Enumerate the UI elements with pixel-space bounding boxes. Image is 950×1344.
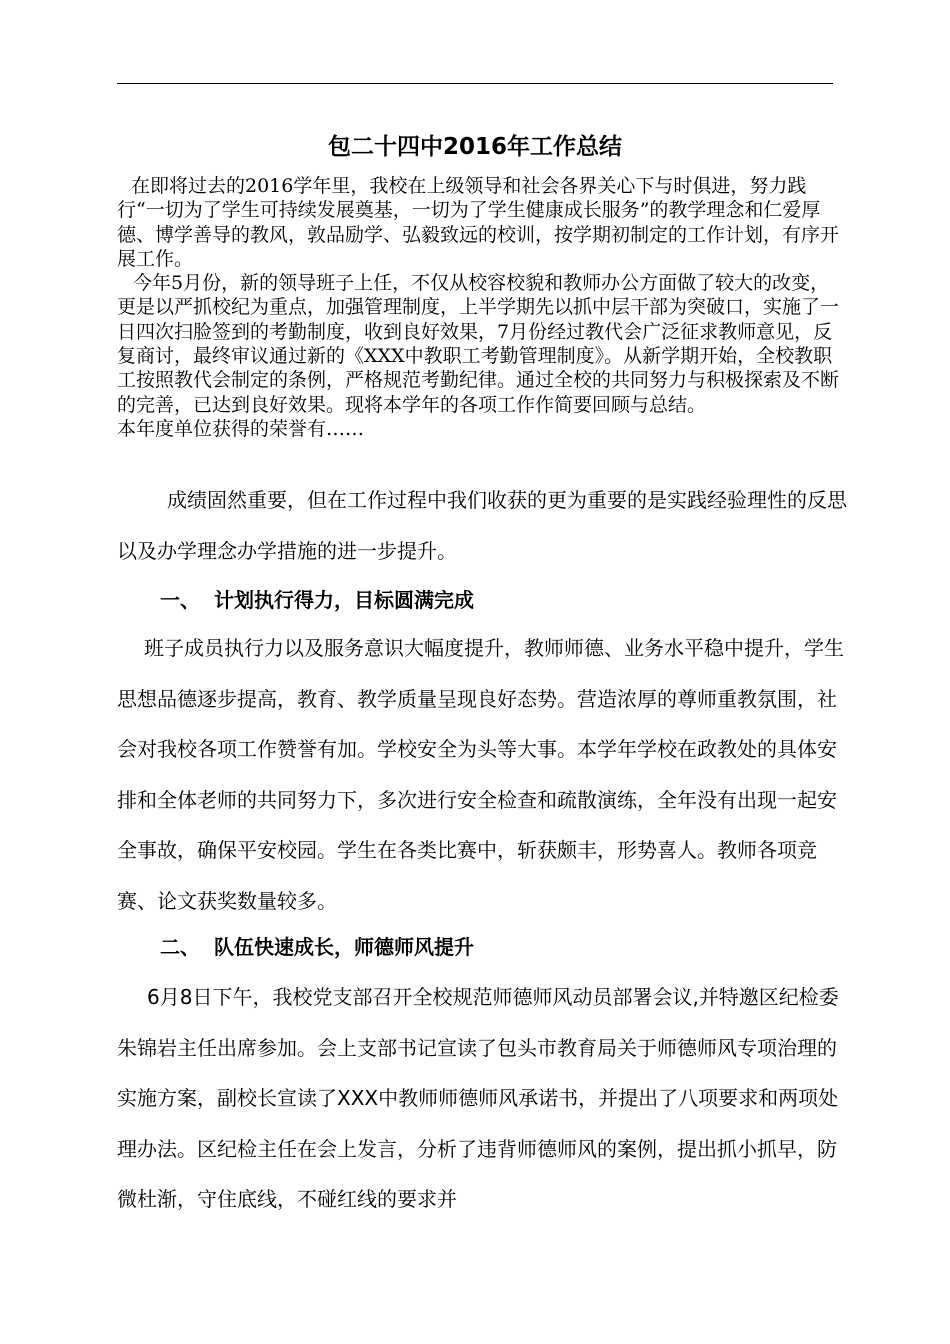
section-2-heading — [160, 932, 474, 962]
section-2-body: 6月8日下午，我校党支部召开全校规范师德师风动员部署会议,并特邀区纪检委朱锦岩主任出席参加。会上支部书记宣读了包头市教育局关于师德师风专项治理的实施方案，副校长宣读了XXX中教师师德师风承诺书，并提出了八项要求和两项处理办法。区纪检主任在会上发言，分析了违背师德师风的案例，提出抓小抓早，防微杜渐，守住底线，不碰红线的要求并 — [117, 985, 839, 1211]
section-2-title: 队伍快速成长，师德师风提升 — [214, 935, 474, 959]
document-title: 包二十四中2016年工作总结 — [327, 134, 622, 160]
section-1-paragraph — [117, 623, 847, 926]
intro-paragraph-1: 在即将过去的2016学年里，我校在上级领导和社会各界关心下与时俱进，努力践行“一切为了学生可持续发展奠基，一切为了学生健康成长服务”的教学理念和仁爱厚德、博学善导的教风，敦品励学、弘毅致远的校训，按学期初制定的工作计划，有序开展工作。 — [117, 175, 840, 270]
section-1-body: 班子成员执行力以及服务意识大幅度提升，教师师德、业务水平稳中提升，学生思想品德逐步提高，教育、教学质量呈现良好态势。营造浓厚的尊师重教氛围，社会对我校各项工作赞誉有加。学校安全为头等大事。本学年学校在政教处的具体安排和全体老师的共同努力下，多次进行安全检查和疏散演练，全年没有出现一起安全事故，确保平安校园。学生在各类比赛中，斩获颇丰，形势喜人。教师各项竞赛、论文获奖数量较多。 — [117, 636, 844, 913]
section-1-number: 一、 — [160, 588, 200, 612]
intro-paragraph-2: 今年5月份，新的领导班子上任，不仅从校容校貌和教师办公方面做了较大的改变，更是以严抓校纪为重点，加强管理制度，上半学期先以抓中层干部为突破口，实施了一日四次扫脸签到的考勤制度，收到良好效果，7月份经过教代会广泛征求教师意见，反复商讨，最终审议通过新的《XXX中教职工考勤管理制度》。从新学期开始，全校教职工按照教代会制定的条例，严格规范考勤纪律。通过全校的共同努力与积极探索及不断的完善，已达到良好效果。现将本学年的各项工作作简要回顾与总结。 — [117, 272, 840, 416]
intro-block — [117, 174, 842, 441]
summary-text: 成绩固然重要，但在工作过程中我们收获的更为重要的是实践经验理性的反思以及办学理念办学措施的进一步提升。 — [117, 488, 847, 563]
summary-paragraph — [117, 475, 847, 576]
section-2-paragraph — [117, 972, 847, 1225]
header-rule — [117, 83, 833, 84]
honors-line: 本年度单位获得的荣誉有…… — [117, 417, 365, 440]
section-1-title: 计划执行得力，目标圆满完成 — [214, 588, 474, 612]
section-2-number: 二、 — [160, 935, 200, 959]
section-1-heading — [160, 585, 474, 615]
